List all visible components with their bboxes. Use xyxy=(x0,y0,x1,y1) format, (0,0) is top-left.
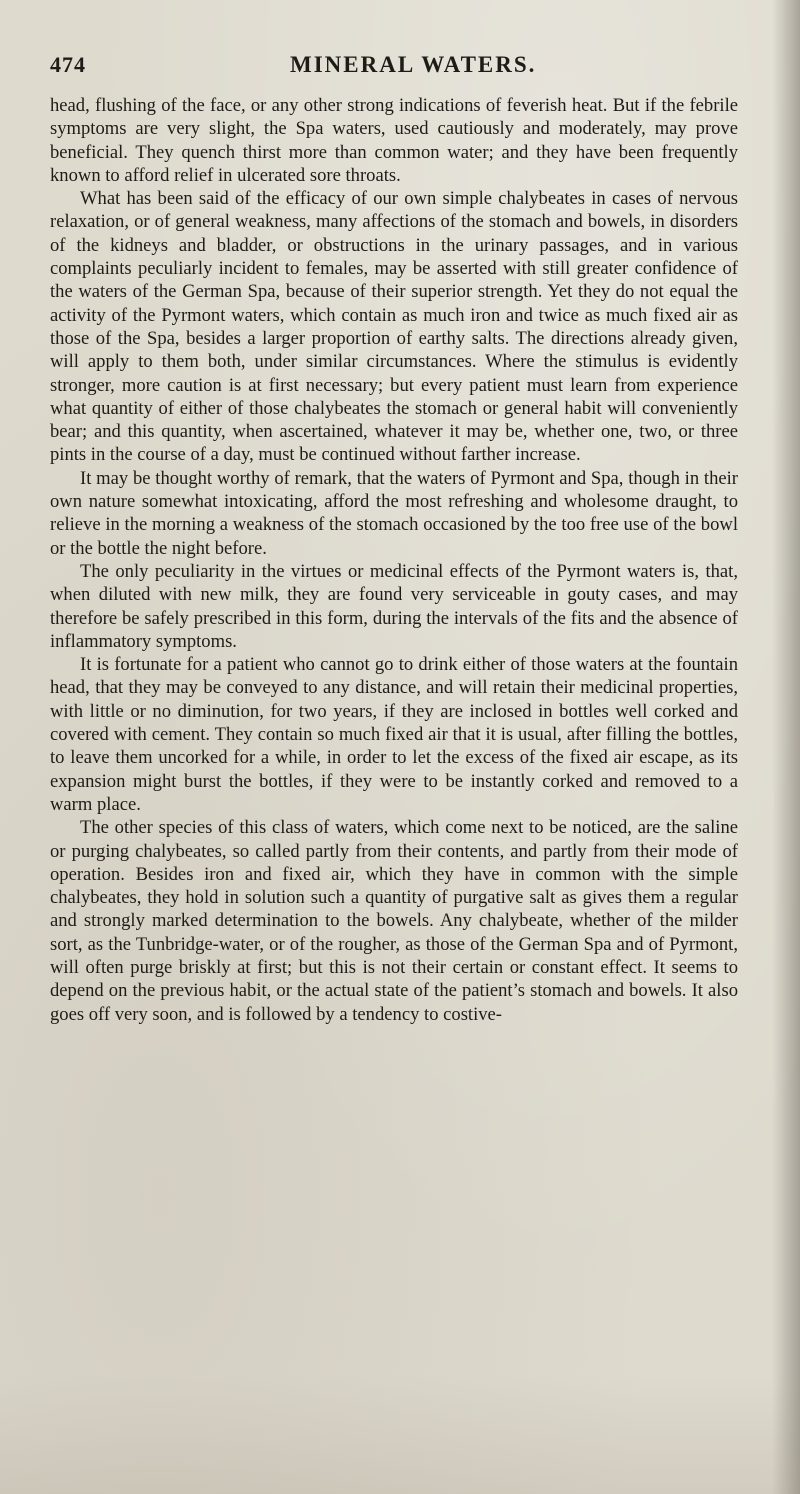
paragraph-3: It may be thought worthy of remark, that the waters of Pyrmont and Spa, though in their own nature somewhat intoxicating, afford the most refreshing and wholesome draught, to relieve in the morning a weakness of the stomach occasioned by the too free use of the bowl or the bottle the night before. xyxy=(50,467,738,559)
body-text xyxy=(50,94,738,1026)
paragraph-4: The only peculiarity in the virtues or medicinal effects of the Pyrmont waters is, that, when diluted with new milk, they are found very serviceable in gouty cases, and may therefore be safely prescribed in this form, during the intervals of the fits and the absence of inflammatory symptoms. xyxy=(50,560,738,652)
page-header xyxy=(50,52,740,82)
page-bottom-shade xyxy=(0,1374,800,1494)
paragraph-5: It is fortunate for a patient who cannot go to drink either of those waters at the fountain head, that they may be conveyed to any distance, and will retain their medicinal properties, with little or no diminution, for two years, if they are inclosed in bottles well corked and covered with cement. They contain so much fixed air that it is usual, after filling the bottles, to leave them uncorked for a while, in order to let the excess of the fixed air escape, as its expansion might burst the bottles, if they were to be instantly corked and removed to a warm place. xyxy=(50,654,738,815)
paragraph-1: head, flushing of the face, or any other strong indications of feverish heat. But if the febrile symptoms are very slight, the Spa waters, used cautiously and moderately, may prove beneficial. They quench thirst more than common water; and they have been frequently known to afford relief in ulcerated sore throats. xyxy=(50,95,738,186)
running-title: MINERAL WATERS. xyxy=(290,52,537,77)
page-number: 474 xyxy=(50,52,86,77)
page-edge-shadow xyxy=(772,0,800,1494)
paragraph-2: What has been said of the efficacy of our own simple chalybeates in cases of nervous relaxation, or of general weakness, many affections of the stomach and bowels, in disorders of the kidneys and bladder, or obstructions in the urinary passages, and in various complaints peculiarly incident to females, may be asserted with still greater confidence of the waters of the German Spa, because of their superior strength. Yet they do not equal the activity of the Pyrmont waters, which contain as much iron and twice as much fixed air as those of the Spa, besides a larger proportion of earthy salts. The directions already given, will apply to them both, under similar circumstances. Where the stimulus is evidently stronger, more caution is at first necessary; but every patient must learn from experience what quantity of either of those chalybeates the stomach or general habit will conveniently bear; and this quantity, when ascertained, whatever it may be, whether one, two, or three pints in the course of a day, must be continued without farther increase. xyxy=(50,188,738,466)
paragraph-6: The other species of this class of waters, which come next to be noticed, are the saline or purging chalybeates, so called partly from their contents, and partly from their mode of operation. Besides iron and fixed air, which they have in common with the simple chalybeates, they hold in solution such a quantity of purgative salt as gives them a regular and strongly marked determination to the bowels. Any chalybeate, whether of the milder sort, as the Tunbridge-water, or of the rougher, as those of the German Spa and of Pyrmont, will often purge briskly at first; but this is not their certain or constant effect. It seems to depend on the previous habit, or the actual state of the patient’s stomach and bowels. It also goes off very soon, and is followed by a tendency to costive- xyxy=(50,817,738,1025)
